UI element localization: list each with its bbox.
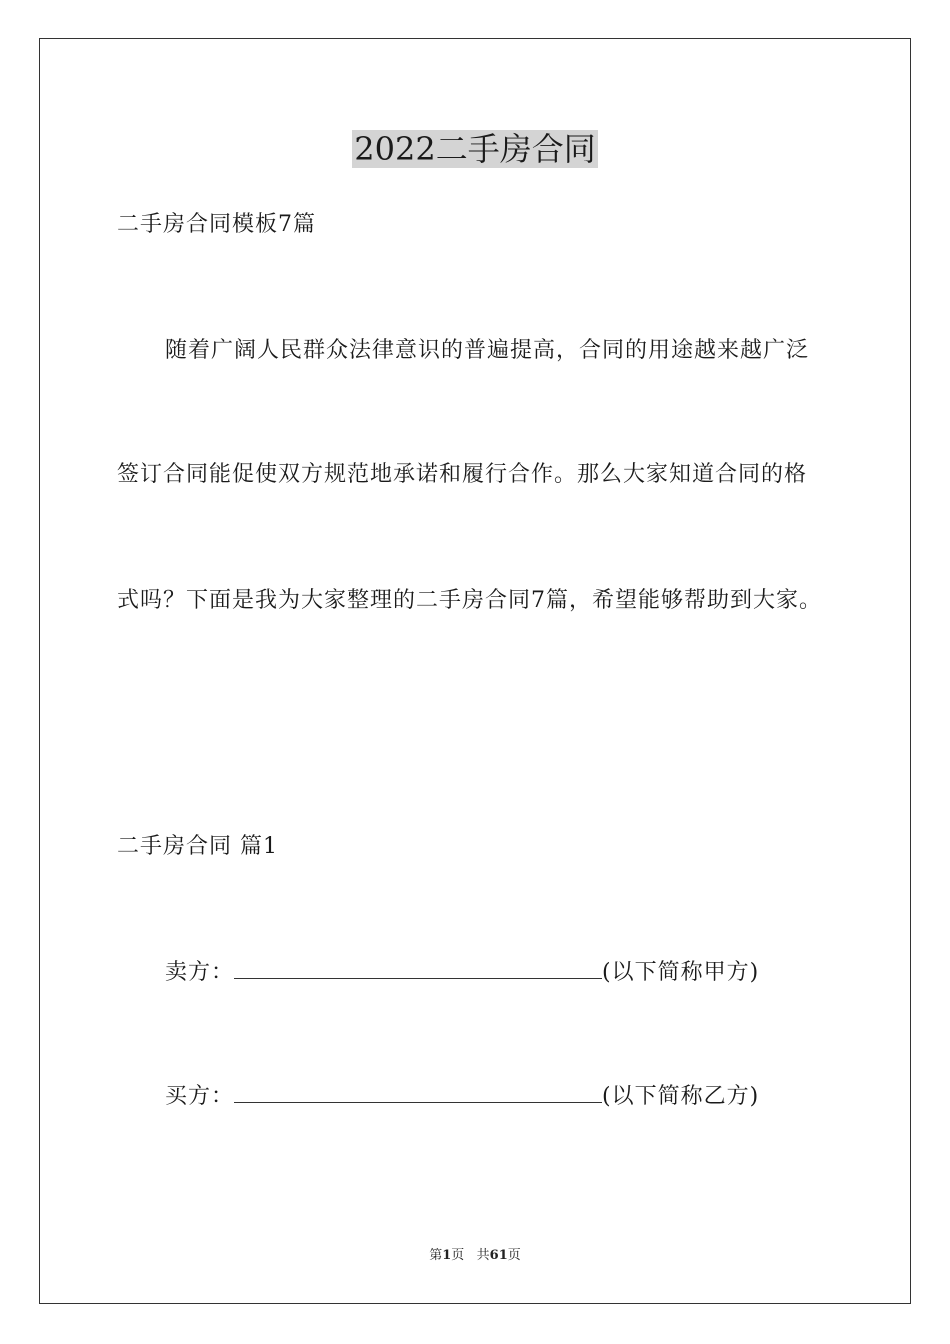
- intro-line-1: 随着广阔人民群众法律意识的普遍提高，合同的用途越来越广泛: [165, 338, 810, 363]
- seller-blank-line: [234, 958, 602, 979]
- document-subtitle: 二手房合同模板7篇: [117, 212, 316, 237]
- intro-line-2: 签订合同能促使双方规范地承诺和履行合作。那么大家知道合同的格: [117, 462, 808, 487]
- footer-page-current: 1: [442, 1248, 452, 1263]
- intro-line-3: 式吗？下面是我为大家整理的二手房合同7篇，希望能够帮助到大家。: [117, 588, 822, 613]
- page-footer: [0, 1247, 950, 1265]
- footer-page-prefix: 第: [429, 1248, 443, 1263]
- footer-page-mid: 页 共: [451, 1248, 490, 1263]
- footer-page-suffix: 页: [507, 1248, 521, 1263]
- document-title: [0, 126, 950, 172]
- section-heading: 二手房合同 篇1: [117, 834, 278, 859]
- buyer-suffix: (以下简称乙方): [602, 1084, 760, 1109]
- seller-label: 卖方：: [165, 960, 235, 985]
- seller-row: [165, 958, 759, 988]
- buyer-blank-line: [234, 1082, 602, 1103]
- seller-suffix: (以下简称甲方): [602, 960, 760, 985]
- footer-page-total: 61: [489, 1248, 508, 1263]
- buyer-row: [165, 1082, 759, 1112]
- document-title-text: 2022二手房合同: [354, 130, 596, 168]
- buyer-label: 买方：: [165, 1084, 235, 1109]
